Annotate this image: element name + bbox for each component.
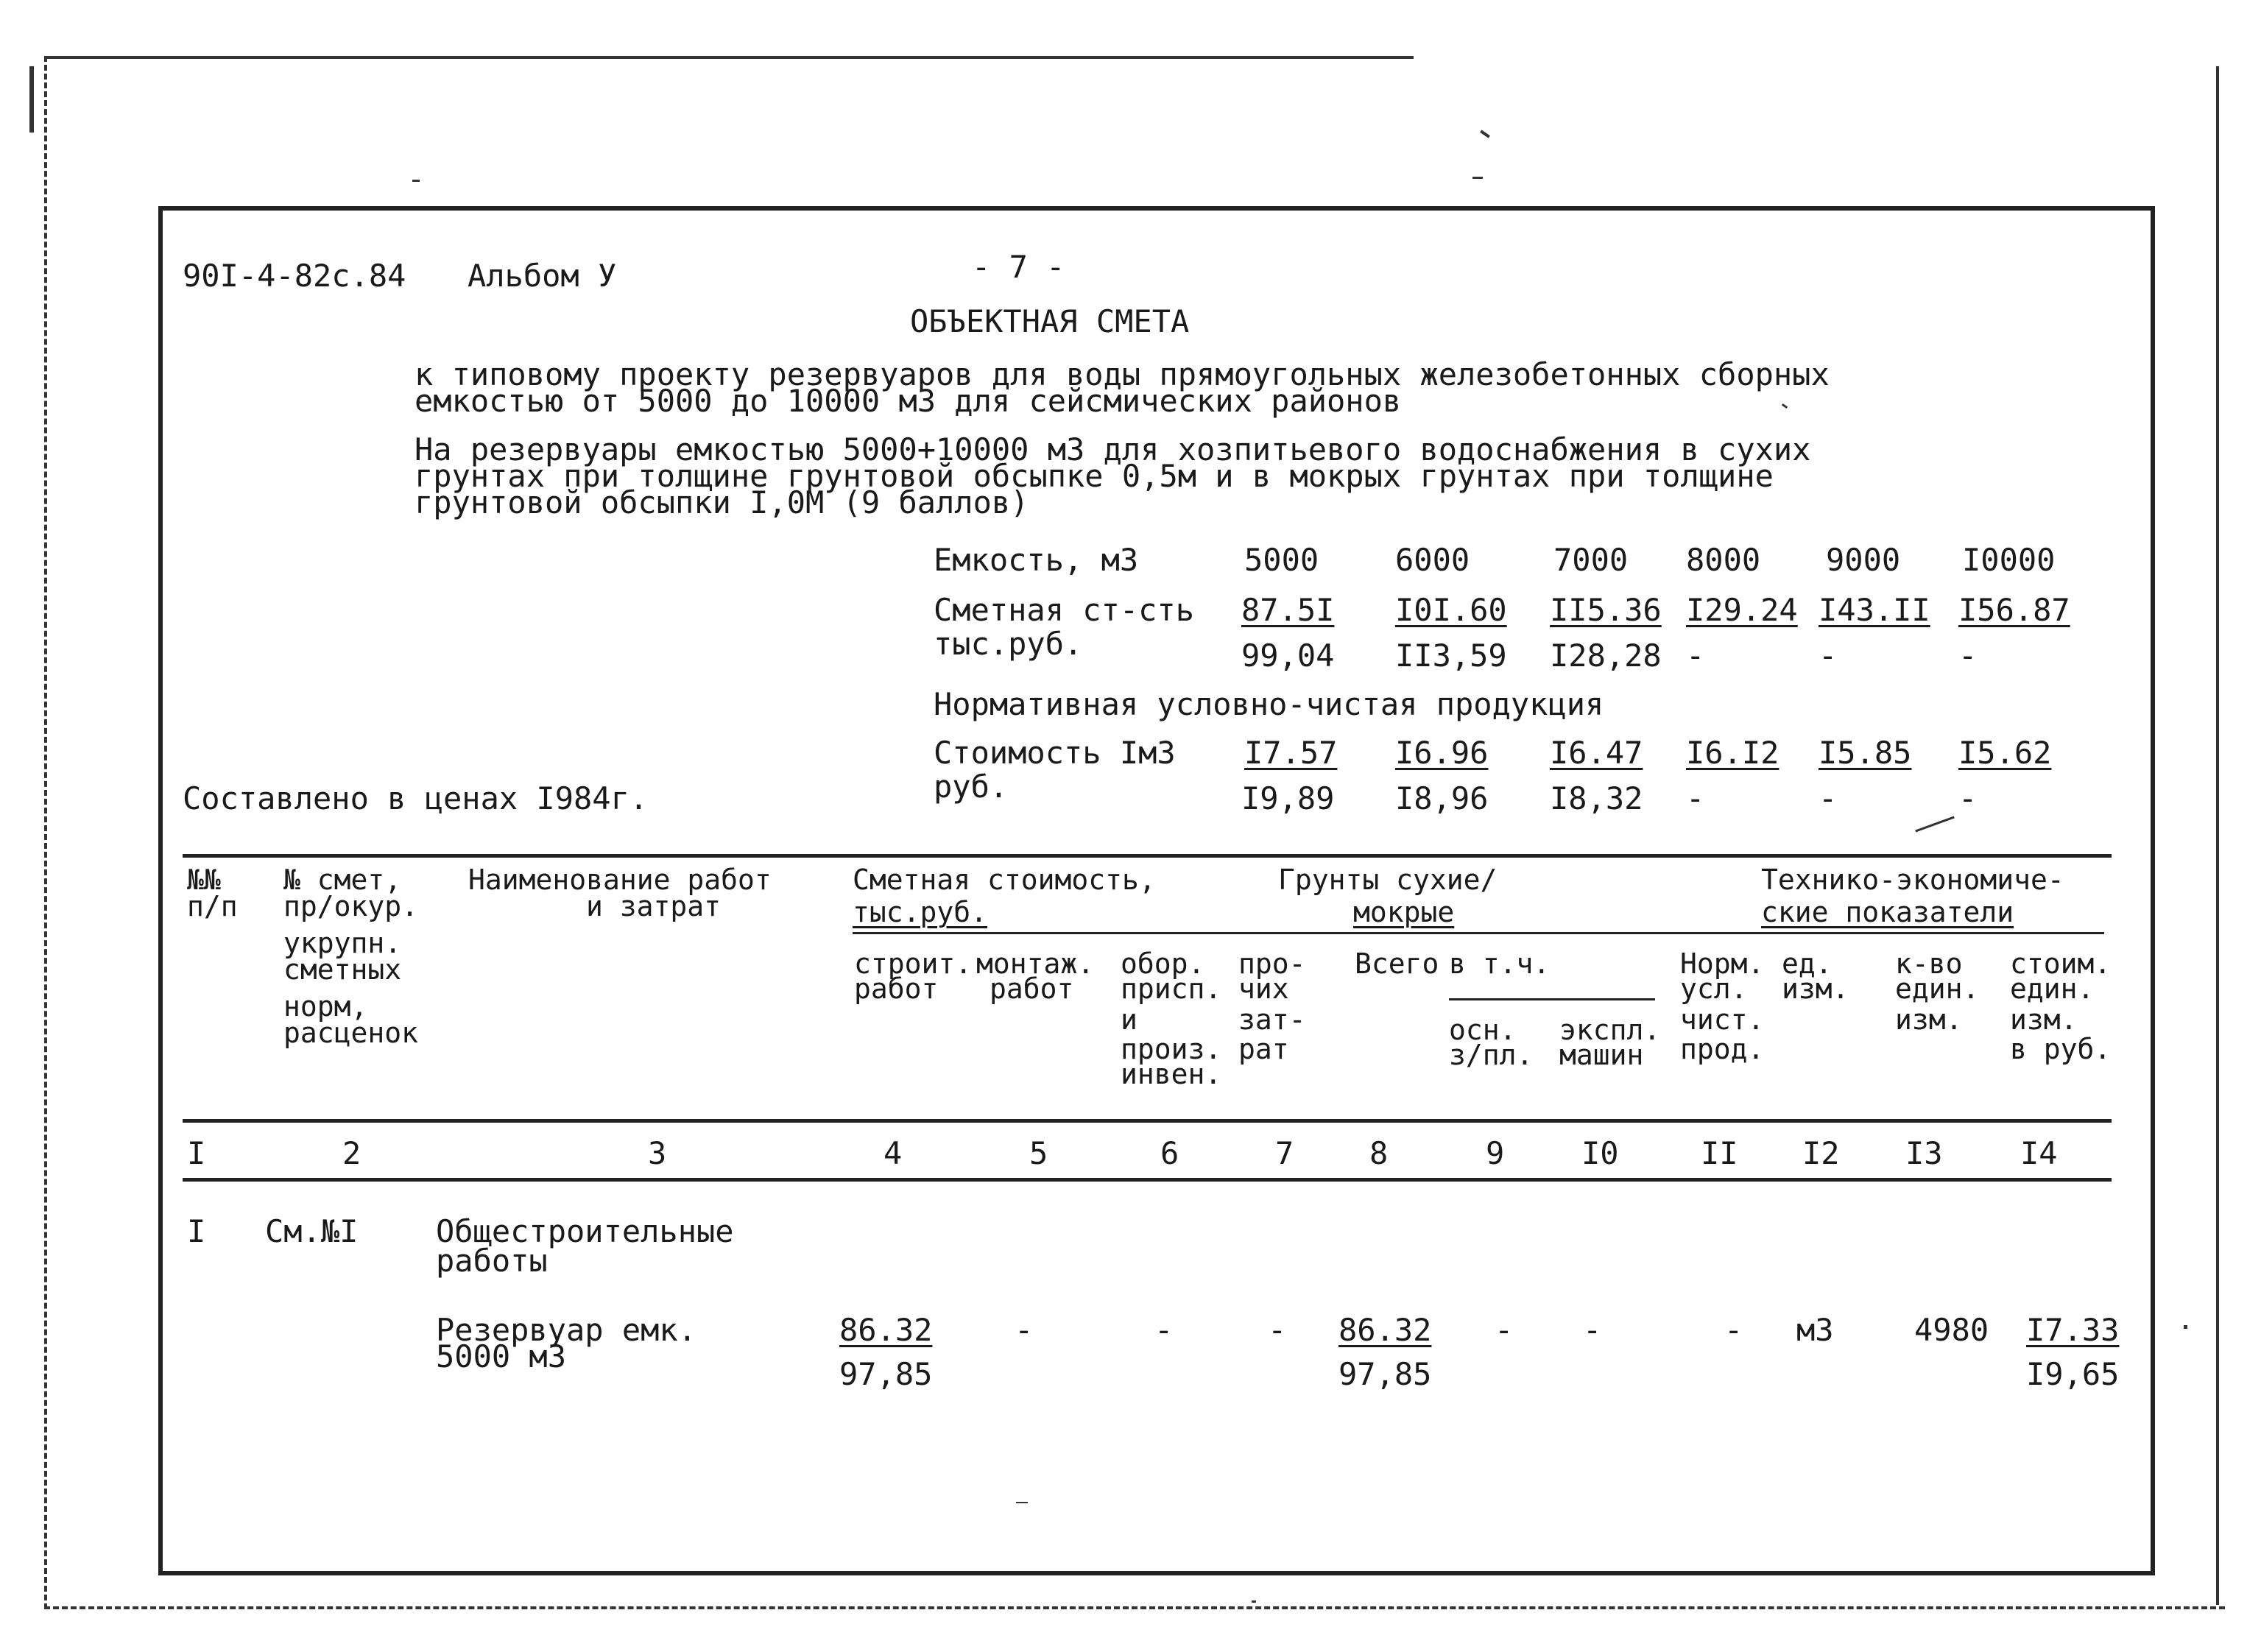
header-construction-works: строит. bbox=[854, 947, 973, 980]
cost-wet: 99,04 bbox=[1241, 638, 1335, 674]
header-machine-operation: экспл. bbox=[1559, 1014, 1661, 1046]
column-number: I0 bbox=[1581, 1135, 1619, 1171]
header-basic-wages: осн. bbox=[1449, 1014, 1517, 1046]
unit-cost-wet: I8,96 bbox=[1395, 780, 1489, 816]
header-num: п/п bbox=[187, 890, 238, 922]
capacity-value: 6000 bbox=[1395, 542, 1470, 578]
header-unit: изм. bbox=[1782, 973, 1849, 1005]
unit-cost-dry: I7.33 bbox=[2026, 1312, 2120, 1348]
cost-dry: I56.87 bbox=[1958, 592, 2070, 628]
header-quantity: к-во bbox=[1895, 947, 1963, 980]
album-label: Альбом У bbox=[468, 258, 617, 294]
header-cost-unit: тыс.руб. bbox=[853, 896, 988, 928]
header-unit-cost: в руб. bbox=[2010, 1033, 2112, 1065]
column-number: I3 bbox=[1905, 1135, 1943, 1171]
header-tech-group: Технико-экономиче- bbox=[1761, 864, 2064, 896]
header-installation-works: монтаж. bbox=[976, 947, 1095, 980]
capacity-value: 9000 bbox=[1826, 542, 1901, 578]
column-number: I4 bbox=[2020, 1135, 2058, 1171]
incl-rule bbox=[1449, 998, 1655, 1000]
header-equipment: обор. bbox=[1121, 947, 1205, 980]
basic-wages: - bbox=[1495, 1312, 1514, 1348]
estimated-cost-unit: тыс.руб. bbox=[934, 626, 1083, 662]
header-bottom-rule bbox=[183, 1119, 2112, 1123]
header-unit-cost: стоим. bbox=[2010, 947, 2112, 980]
scan-speck bbox=[1016, 1502, 1028, 1503]
cost-wet: - bbox=[1958, 638, 1978, 674]
subtitle-line-2: емкостью от 5000 до 10000 м3 для сейсмических районов bbox=[415, 383, 1402, 419]
header-ref: № смет, bbox=[283, 864, 402, 896]
prices-note: Составлено в ценах I984г. bbox=[183, 780, 649, 816]
header-basic-wages: з/пл. bbox=[1449, 1039, 1534, 1071]
header-group-rule bbox=[853, 932, 2104, 934]
header-ref: норм, bbox=[283, 990, 368, 1023]
unit-cost-wet: - bbox=[1686, 780, 1705, 816]
header-ref: пр/окур. bbox=[283, 890, 419, 922]
table-top-rule bbox=[183, 854, 2112, 858]
header-equipment: и bbox=[1121, 1003, 1137, 1036]
header-quantity: един. bbox=[1895, 973, 1980, 1005]
cost-dry: II5.36 bbox=[1550, 592, 1662, 628]
machine-operation: - bbox=[1583, 1312, 1602, 1348]
unit-cost-dry: I5.62 bbox=[1958, 735, 2052, 771]
scan-speck bbox=[1252, 1600, 1256, 1603]
total-cost-dry: 86.32 bbox=[1338, 1312, 1432, 1348]
estimate-reference: См.№I bbox=[265, 1213, 359, 1249]
header-unit-cost: изм. bbox=[2010, 1003, 2078, 1036]
header-num: №№ bbox=[187, 864, 221, 896]
cost-dry: I29.24 bbox=[1686, 592, 1798, 628]
other-cost: - bbox=[1268, 1312, 1287, 1348]
total-cost-wet: 97,85 bbox=[1338, 1356, 1432, 1392]
unit-cost-dry: I6.96 bbox=[1395, 735, 1489, 771]
scan-speck bbox=[1472, 177, 1483, 179]
description-line-3: грунтовой обсыпки I,0М (9 баллов) bbox=[415, 484, 1029, 520]
header-cost-group: Сметная стоимость, bbox=[853, 864, 1156, 896]
description-line-1: На резервуары емкостью 5000+10000 м3 для хозпитьевого водоснабжения в сухих bbox=[415, 431, 1811, 467]
cost-dry: I0I.60 bbox=[1395, 592, 1507, 628]
document-title: ОБЪЕКТНАЯ СМЕТА bbox=[910, 303, 1190, 339]
normative-production: - bbox=[1724, 1312, 1743, 1348]
cost-wet: II3,59 bbox=[1395, 638, 1507, 674]
work-name: Общестроительные bbox=[436, 1213, 734, 1249]
unit-cost-wet: I8,32 bbox=[1550, 780, 1643, 816]
header-other-costs: чих bbox=[1238, 973, 1289, 1005]
header-quantity: изм. bbox=[1895, 1003, 1963, 1036]
header-equipment: присп. bbox=[1121, 973, 1222, 1005]
unit-cost-wet: I9,65 bbox=[2026, 1356, 2120, 1392]
scan-edge-mark bbox=[29, 66, 34, 133]
unit-cost-wet: - bbox=[1958, 780, 1978, 816]
header-soil-group: Грунты сухие/ bbox=[1278, 864, 1498, 896]
header-normative-production: усл. bbox=[1680, 973, 1748, 1005]
page-number: - 7 - bbox=[972, 249, 1065, 285]
header-normative-production: чист. bbox=[1680, 1003, 1765, 1036]
unit-cost-wet: I9,89 bbox=[1241, 780, 1335, 816]
capacity-value: 7000 bbox=[1553, 542, 1629, 578]
header-other-costs: про- bbox=[1238, 947, 1306, 980]
header-soil-group-2: мокрые bbox=[1353, 896, 1455, 928]
scan-speck bbox=[412, 180, 420, 182]
col-number-rule bbox=[183, 1178, 2112, 1182]
header-equipment: произ. bbox=[1121, 1033, 1222, 1065]
column-number: 7 bbox=[1275, 1135, 1294, 1171]
estimated-cost-label: Сметная ст-сть bbox=[934, 592, 1195, 628]
header-construction-works: работ bbox=[854, 973, 939, 1005]
quantity: 4980 bbox=[1914, 1312, 1989, 1348]
construction-cost-wet: 97,85 bbox=[839, 1356, 933, 1392]
cost-wet: - bbox=[1819, 638, 1838, 674]
normative-production-label: Нормативная условно-чистая продукция bbox=[934, 686, 1604, 722]
unit-cost-dry: I6.I2 bbox=[1686, 735, 1779, 771]
column-number: I2 bbox=[1802, 1135, 1840, 1171]
unit-cost-dry: I7.57 bbox=[1244, 735, 1338, 771]
unit-cost-dry: I6.47 bbox=[1550, 735, 1643, 771]
unit-cost-dry: I5.85 bbox=[1819, 735, 1912, 771]
installation-cost: - bbox=[1015, 1312, 1034, 1348]
work-name: работы bbox=[436, 1243, 548, 1279]
cost-wet: - bbox=[1686, 638, 1705, 674]
header-unit-cost: един. bbox=[2010, 973, 2095, 1005]
column-number: 6 bbox=[1160, 1135, 1179, 1171]
subtitle-line-1: к типовому проекту резервуаров для воды прямоугольных железобетонных сборных bbox=[415, 356, 1830, 392]
header-tech-group-2: ские показатели bbox=[1761, 896, 2014, 928]
header-work-name: Наименование работ bbox=[468, 864, 772, 896]
capacity-value: 8000 bbox=[1686, 542, 1761, 578]
equipment-cost: - bbox=[1154, 1312, 1174, 1348]
column-number: 8 bbox=[1369, 1135, 1389, 1171]
document-code: 90I-4-82с.84 bbox=[183, 258, 406, 294]
column-number: 9 bbox=[1486, 1135, 1505, 1171]
header-unit: ед. bbox=[1782, 947, 1833, 980]
capacity-value: I0000 bbox=[1962, 542, 2056, 578]
header-machine-operation: машин bbox=[1559, 1039, 1644, 1071]
description-line-2: грунтах при толщине грунтовой обсыпке 0,5м и в мокрых грунтах при толщине bbox=[415, 458, 1774, 494]
header-normative-production: прод. bbox=[1680, 1033, 1765, 1065]
capacity-label: Емкость, м3 bbox=[934, 542, 1139, 578]
header-normative-production: Норм. bbox=[1680, 947, 1765, 980]
work-name: 5000 м3 bbox=[436, 1338, 567, 1374]
column-number: 5 bbox=[1029, 1135, 1048, 1171]
unit-cost-unit: руб. bbox=[934, 769, 1009, 805]
header-ref: расценок bbox=[283, 1017, 419, 1049]
unit-of-measure: м3 bbox=[1796, 1312, 1834, 1348]
scan-speck bbox=[2184, 1325, 2187, 1329]
cost-wet: I28,28 bbox=[1550, 638, 1662, 674]
header-installation-works: работ bbox=[990, 973, 1074, 1005]
column-number: I bbox=[187, 1135, 206, 1171]
outer-frame-right bbox=[2216, 66, 2219, 1605]
capacity-value: 5000 bbox=[1244, 542, 1319, 578]
column-number: 2 bbox=[342, 1135, 361, 1171]
header-ref: укрупн. bbox=[283, 927, 402, 959]
cost-dry: 87.5I bbox=[1241, 592, 1335, 628]
column-number: II bbox=[1701, 1135, 1738, 1171]
column-number: 4 bbox=[883, 1135, 903, 1171]
construction-cost-dry: 86.32 bbox=[839, 1312, 933, 1348]
unit-cost-wet: - bbox=[1819, 780, 1838, 816]
header-other-costs: рат bbox=[1238, 1033, 1289, 1065]
row-number: I bbox=[187, 1213, 206, 1249]
header-total: Всего bbox=[1355, 947, 1439, 980]
header-other-costs: зат- bbox=[1238, 1003, 1306, 1036]
unit-cost-label: Стоимость Iм3 bbox=[934, 735, 1176, 771]
work-name: Резервуар емк. bbox=[436, 1312, 697, 1348]
cost-dry: I43.II bbox=[1819, 592, 1930, 628]
column-number: 3 bbox=[648, 1135, 667, 1171]
header-work-name: и затрат bbox=[586, 890, 722, 922]
header-ref: сметных bbox=[283, 953, 402, 986]
header-equipment: инвен. bbox=[1121, 1058, 1222, 1090]
header-incl: в т.ч. bbox=[1449, 947, 1551, 980]
